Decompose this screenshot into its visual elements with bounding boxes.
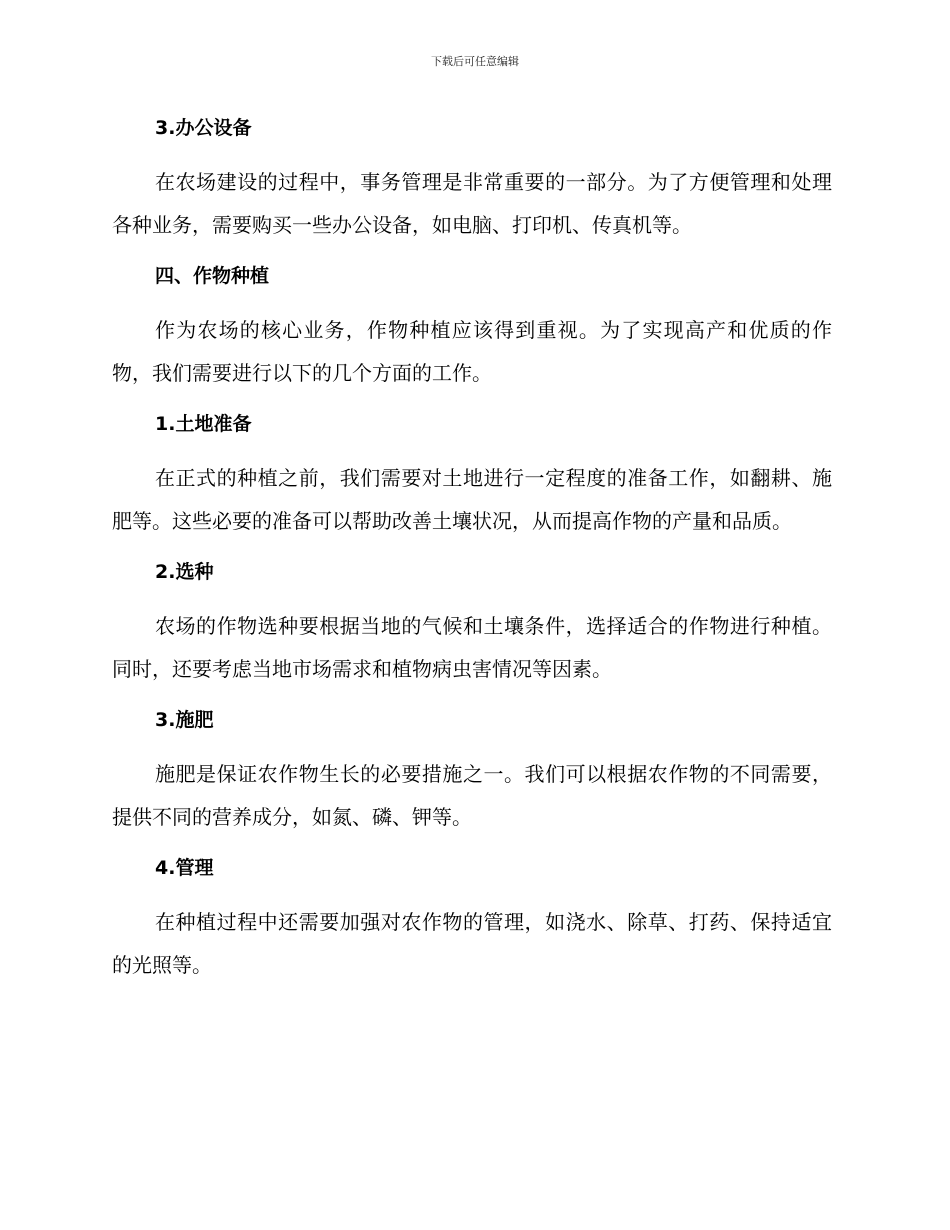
- section-paragraph: 作为农场的核心业务，作物种植应该得到重视。为了实现高产和优质的作物，我们需要进行以下的几个方面的工作。: [112, 318, 832, 385]
- section-paragraph: 施肥是保证农作物生长的必要措施之一。我们可以根据农作物的不同需要，提供不同的营养成分，如氮、磷、钾等。: [112, 762, 832, 829]
- section-heading: 四、作物种植: [155, 265, 270, 287]
- section-heading: 3.办公设备: [155, 117, 252, 139]
- section-paragraph: 在农场建设的过程中，事务管理是非常重要的一部分。为了方便管理和处理各种业务，需要购买一些办公设备，如电脑、打印机、传真机等。: [112, 170, 832, 237]
- header-note: 下载后可任意编辑: [431, 55, 519, 68]
- section-heading: 2.选种: [155, 561, 214, 583]
- section-heading: 4.管理: [155, 857, 214, 879]
- section-paragraph: 农场的作物选种要根据当地的气候和土壤条件，选择适合的作物进行种植。同时，还要考虑当地市场需求和植物病虫害情况等因素。: [112, 614, 832, 681]
- document-body: [112, 108, 832, 987]
- section-paragraph: 在种植过程中还需要加强对农作物的管理，如浇水、除草、打药、保持适宜的光照等。: [112, 910, 832, 977]
- section-heading: 3.施肥: [155, 709, 214, 731]
- section-paragraph: 在正式的种植之前，我们需要对土地进行一定程度的准备工作，如翻耕、施肥等。这些必要的准备可以帮助改善土壤状况，从而提高作物的产量和品质。: [112, 466, 832, 533]
- section-heading: 1.土地准备: [155, 413, 252, 435]
